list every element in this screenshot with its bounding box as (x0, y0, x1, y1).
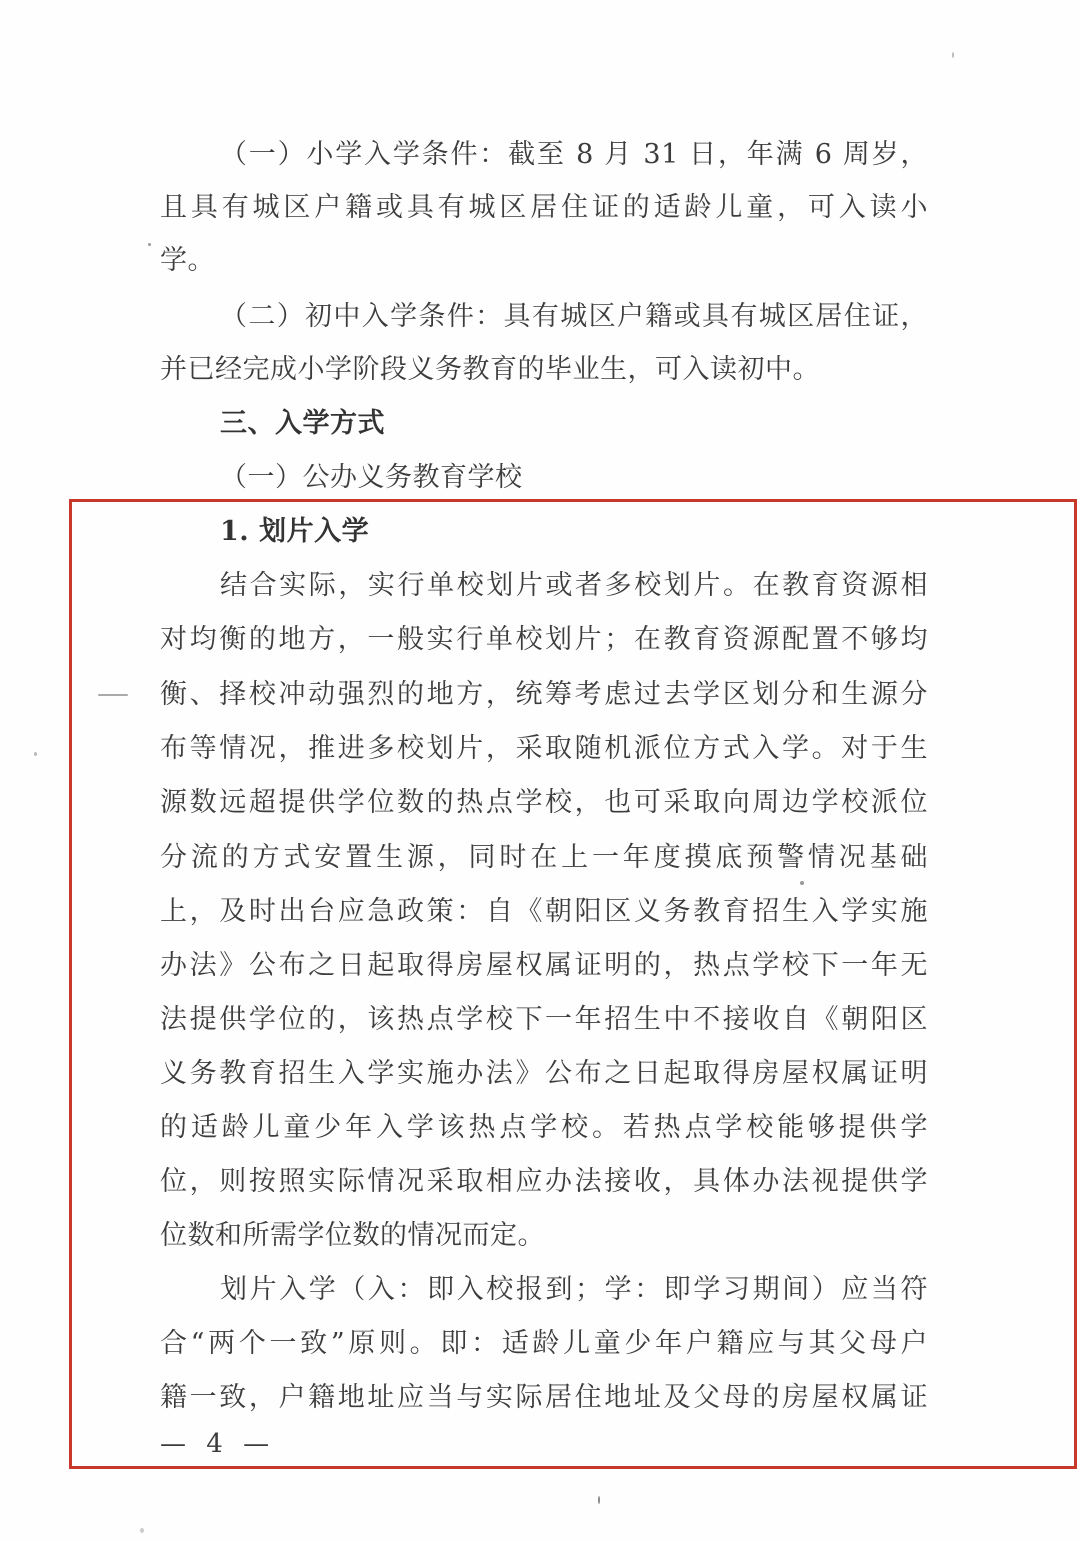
paragraph1-line: 分流的方式安置生源，同时在上一年度摸底预警情况基础 (160, 842, 928, 873)
middle-conditions-line-2: 并已经完成小学阶段义务教育的毕业生，可入读初中。 (160, 354, 820, 385)
middle-conditions-line-1: （二）初中入学条件：具有城区户籍或具有城区居住证， (220, 301, 928, 332)
scan-speck (800, 881, 804, 885)
paragraph1-line: 位数和所需学位数的情况而定。 (160, 1220, 545, 1251)
primary-conditions-line-1: （一）小学入学条件：截至 8 月 31 日，年满 6 周岁， (220, 139, 928, 170)
scan-speck (598, 1496, 600, 1504)
paragraph1-line: 结合实际，实行单校划片或者多校划片。在教育资源相 (220, 570, 928, 601)
paragraph1-line: 上，及时出台应急政策：自《朝阳区义务教育招生入学实施 (160, 896, 928, 927)
enrollment-method-heading: 三、入学方式 (220, 408, 385, 439)
paragraph2-line: 籍一致，户籍地址应当与实际居住地址及父母的房屋权属证 (160, 1382, 928, 1413)
page-number: — 4 — (160, 1429, 276, 1459)
primary-conditions-line-2: 且具有城区户籍或具有城区居住证的适龄儿童，可入读小 (160, 192, 928, 223)
zoning-enrollment-heading: 1. 划片入学 (220, 516, 370, 547)
primary-conditions-line-3: 学。 (160, 245, 215, 276)
public-schools-subheading: （一）公办义务教育学校 (220, 462, 523, 493)
paragraph1-line: 办法》公布之日起取得房屋权属证明的，热点学校下一年无 (160, 950, 928, 981)
paragraph1-line: 对均衡的地方，一般实行单校划片；在教育资源配置不够均 (160, 624, 928, 655)
paragraph2-line: 划片入学（入：即入校报到；学：即学习期间）应当符 (220, 1274, 928, 1305)
paragraph1-line: 的适龄儿童少年入学该热点学校。若热点学校能够提供学 (160, 1112, 928, 1143)
paragraph1-line: 位，则按照实际情况采取相应办法接收，具体办法视提供学 (160, 1166, 928, 1197)
paragraph1-line: 义务教育招生入学实施办法》公布之日起取得房屋权属证明 (160, 1058, 928, 1089)
scan-speck (34, 752, 37, 756)
scan-speck (148, 243, 151, 246)
paragraph1-line: 衡、择校冲动强烈的地方，统筹考虑过去学区划分和生源分 (160, 679, 928, 710)
paragraph2-line: 合“两个一致”原则。即：适龄儿童少年户籍应与其父母户 (160, 1328, 928, 1359)
scan-speck (952, 52, 954, 58)
scan-speck (140, 1528, 144, 1533)
paragraph1-line: 法提供学位的，该热点学校下一年招生中不接收自《朝阳区 (160, 1004, 928, 1035)
paragraph1-line: 布等情况，推进多校划片，采取随机派位方式入学。对于生 (160, 733, 928, 764)
scan-speck (98, 694, 128, 696)
paragraph1-line: 源数远超提供学位数的热点学校，也可采取向周边学校派位 (160, 787, 928, 818)
